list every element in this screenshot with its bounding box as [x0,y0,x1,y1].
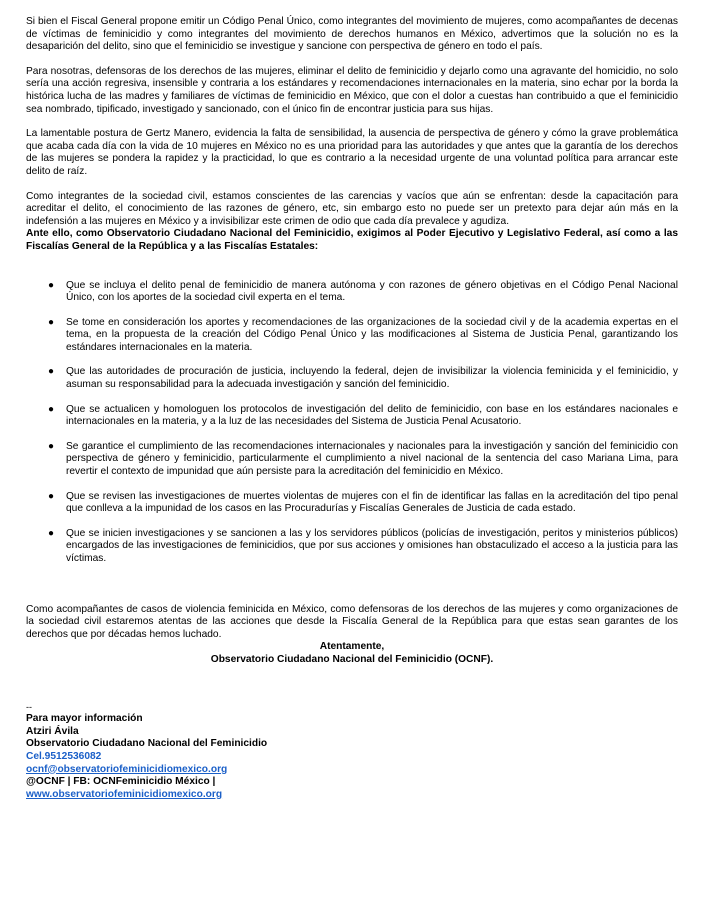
paragraph-position: Para nosotras, defensoras de los derechos de las mujeres, eliminar el delito de feminicidio y dejarlo como una agravante del homicidio, no solo sería una acción regresiva, insensible y contraria a los estándares y recomendaciones internacionales en la materia, sino echar por la borda la histórica lucha de las madres y familiares de víctimas de feminicidio en México, que con el dolor a cuestas han contribuido a que el feminicidio sea nombrado, tipificado, investigado y sancionado, con el único fin de encontrar justicia para sus hijas. [26,65,678,115]
press-release-document [26,16,678,801]
demands-intro: Ante ello, como Observatorio Ciudadano Nacional del Feminicidio, exigimos al Poder Ejecutivo y Legislativo Federal, así como a las Fiscalías General de la República y a las Fiscalías Estatales: [26,228,678,252]
demand-text: Que se inicien investigaciones y se sancionen a las y los servidores públicos (policías de investigación, peritos y ministerios públicos) encargados de las investigaciones de feminicidios, que por sus acciones y omisiones han obstaculizado el acceso a la justicia para las víctimas. [66,527,678,564]
demand-text: Se tome en consideración los aportes y recomendaciones de las organizaciones de la sociedad civil y de la academia expertas en el tema, en la propuesta de la creación del Código Penal Único y las modificaciones al Sistema de Justicia Penal, garantizando los estándares internacionales en la materia. [66,316,678,353]
paragraph-intro: Si bien el Fiscal General propone emitir un Código Penal Único, como integrantes del movimiento de mujeres, como acompañantes de decenas de víctimas de feminicidio y como integrantes del movimiento de derechos humanos en México, advertimos que la solución no es la desaparición del delito, sino que el feminicidio se investigue y sancione con perspectiva de género en todo el país. [26,16,678,53]
demand-text: Se garantice el cumplimiento de las recomendaciones internacionales y nacionales para la investigación y sanción del feminicidio con perspectiva de género y feminicidio, particularmente el cumplimiento a nivel nacional de la sentencia del caso Mariana Lima, para revertir el contexto de impunidad que aún persiste para la acreditación del feminicidio en México. [66,440,678,478]
contact-website-link[interactable]: www.observatoriofeminicidiomexico.org [26,788,223,800]
signoff-org: Observatorio Ciudadano Nacional del Feminicidio (OCNF). [210,653,494,665]
bullet-icon: ● [48,440,55,452]
demand-item [26,404,678,429]
paragraph-civil-society: Como integrantes de la sociedad civil, estamos conscientes de las carencias y vacíos que aún se enfrentan: desde la capacitación para acreditar el delito, el conocimiento de las razones de género, etc, sin embargo esto no puede ser un pretexto para dejar aún más en la indefensión a las mujeres en México y a invisibilizar este crimen de odio que cada día prevalece y agudiza. [26,190,678,227]
demand-item [26,317,678,355]
demand-text: Que se revisen las investigaciones de muertes violentas de mujeres con el fin de identificar las fallas en la acreditación del tipo penal que conlleva a la impunidad de los casos en las Procuradurías y Fiscalías Generales de Justicia de cada estado. [66,490,678,515]
paragraph-critique: La lamentable postura de Gertz Manero, evidencia la falta de sensibilidad, la ausencia de perspectiva de género y cómo la grave problemática que acaba cada día con la vida de 10 mujeres en México no es una prioridad para las autoridades y que antes que la garantía de los derechos de las mujeres se pondera la rapidez y la practicidad, lo que es contrario a la necesidad urgente de una voluntad política para arrancar este delito de raíz. [26,128,678,177]
contact-phone[interactable]: Cel.9512536082 [26,750,102,762]
demand-text: Que se actualicen y homologuen los protocolos de investigación del delito de feminicidio, con base en los estándares nacionales e internacionales en la materia, y a la luz de las necesidades del Sistema de Justicia Penal Acusatorio. [66,403,678,428]
signoff-greeting: Atentamente, [319,641,385,653]
demands-list [26,280,678,566]
demand-item [26,441,678,479]
contact-separator: -- [26,701,32,712]
contact-org: Observatorio Ciudadano Nacional del Feminicidio [26,738,268,750]
demand-text: Que se incluya el delito penal de feminicidio de manera autónoma y con razones de género objetivas en el Código Penal Nacional Único, con los aportes de la sociedad civil experta en el tema. [66,279,678,304]
demand-item [26,366,678,391]
bullet-icon: ● [48,403,55,415]
demand-text: Que las autoridades de procuración de justicia, incluyendo la federal, dejen de invisibilizar la violencia feminicida y el feminicidio, y asuman su responsabilidad para la adecuada investigación y sanción del feminicidio. [66,366,678,391]
contact-social: @OCNF | FB: OCNFeminicidio México | [26,776,216,788]
bullet-icon: ● [48,366,55,378]
bullet-icon: ● [48,279,55,291]
bullet-icon: ● [48,490,55,502]
contact-block [26,701,678,802]
demand-item [26,491,678,516]
contact-email-link[interactable]: ocnf@observatoriofeminicidiomexico.org [26,763,228,775]
bullet-icon: ● [48,527,55,539]
demand-item [26,528,678,566]
demand-item [26,280,678,305]
contact-heading: Para mayor información [26,713,143,725]
contact-name: Atziri Ávila [26,725,79,737]
bullet-icon: ● [48,316,55,328]
paragraph-closing: Como acompañantes de casos de violencia feminicida en México, como defensoras de los derechos de las mujeres y como organizaciones de la sociedad civil estaremos atentas de las acciones que desde la Fiscalía General de la República para que estas sean garantes de los derechos que por décadas hemos luchado. [26,603,678,640]
